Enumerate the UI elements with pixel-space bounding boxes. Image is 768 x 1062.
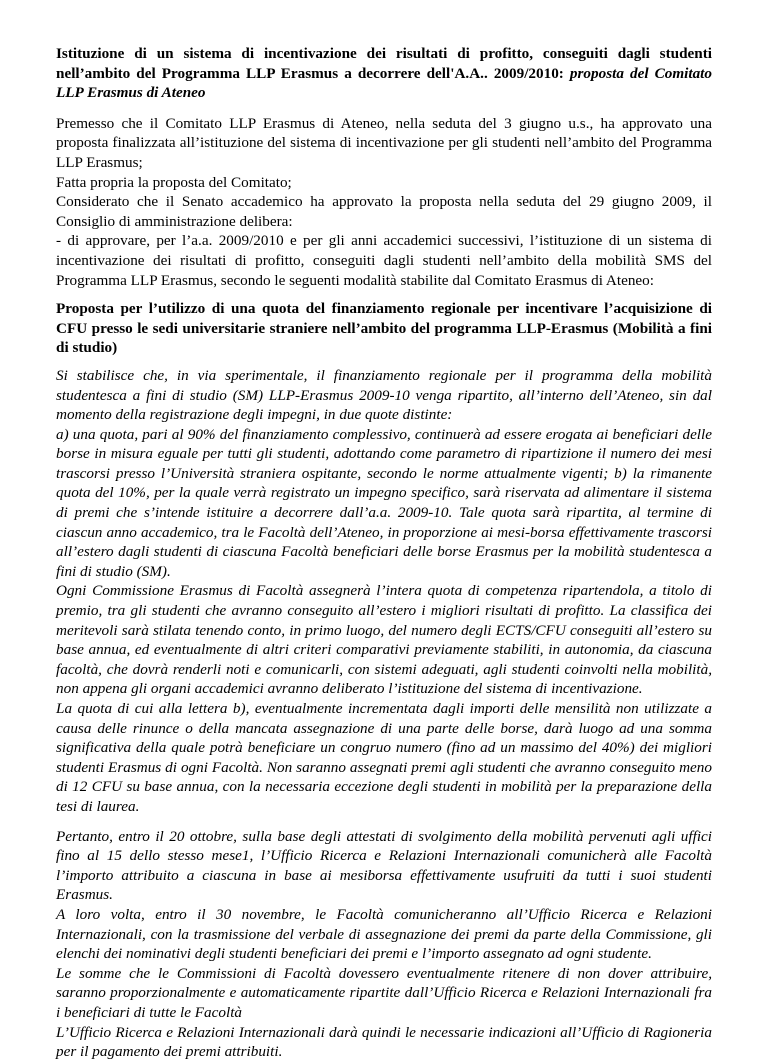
intro-paragraph: Premesso che il Comitato LLP Erasmus di Ateneo, nella seduta del 3 giugno u.s., ha approvato una proposta finalizzata all’istituzione del sistema di incentivazione per gli studenti nell’ambito del Programma LLP Erasmus; xyxy=(56,114,712,171)
body-paragraph: La quota di cui alla lettera b), eventualmente incrementata dagli importi delle mensilità non utilizzate a causa delle rinunce o della mancata assegnazione di una parte delle borse, darà luogo ad una somma significativa della quale potrà beneficiare un congruo numero (fino ad un massimo del 40%) dei migliori studenti Erasmus di ogni Facoltà. Non saranno assegnati premi agli studenti che avranno conseguito meno di 12 CFU su base annua, con la necessaria eccezione degli studenti in mobilità per la preparazione della tesi di laurea. xyxy=(56,700,712,815)
proposal-heading: Proposta per l’utilizzo di una quota del finanziamento regionale per incentivare l’acquisizione di CFU presso le sedi universitarie straniere nell’ambito del programma LLP-Erasmus (Mobilità a fini di studio) xyxy=(56,300,712,357)
intro-paragraph: Considerato che il Senato accademico ha approvato la proposta nella seduta del 29 giugno 2009, il Consiglio di amministrazione delibera: xyxy=(56,193,712,230)
body-paragraph: a) una quota, pari al 90% del finanziamento complessivo, continuerà ad essere erogata ai beneficiari delle borse in misura eguale per tutti gli studenti, adottando come parametro di ripartizione il numero dei mesi trascorsi presso l’Università straniera ospitante, secondo le norme attualmente vigenti; b) la rimanente quota del 10%, per la quale verrà registrato un impegno specifico, sarà riservata ad alimentare il sistema di premi che s’intende istituire a decorrere dall’a.a. 2009-10. Tale quota sarà ripartita, al termine di ciascun anno accademico, tra le Facoltà dell’Ateneo, in proporzione ai mesi-borsa effettivamente trascorsi all’estero dagli studenti di ciascuna Facoltà beneficiari delle borse Erasmus per la mobilità studentesca a fini di studio (SM). xyxy=(56,425,712,580)
proposal-body xyxy=(56,366,712,817)
body-paragraph: Si stabilisce che, in via sperimentale, il finanziamento regionale per il programma della mobilità studentesca a fini di studio (SM) LLP-Erasmus 2009-10 venga ripartito, all’interno dell’Ateneo, sin dal momento della registrazione degli impegni, in due quote distinte: xyxy=(56,366,712,424)
body-paragraph: Pertanto, entro il 20 ottobre, sulla base degli attestati di svolgimento della mobilità pervenuti agli uffici fino al 15 dello stesso mese1, l’Ufficio Ricerca e Relazioni Internazionali comunicherà alle Facoltà l’importo attribuito a ciascuna in base ai mesiborsa effettivamente usufruiti da tutti i suoi studenti Erasmus. xyxy=(56,827,712,904)
intro-section xyxy=(56,114,712,290)
procedure-body xyxy=(56,827,712,1062)
title-main: Istituzione di un sistema di incentivazione dei risultati di profitto, conseguiti dagli studenti nell’ambito del Programma LLP Erasmus a decorrere dell'A.A.. 2009/2010: xyxy=(56,45,712,82)
body-paragraph: Le somme che le Commissioni di Facoltà dovessero eventualmente ritenere di non dover attribuire, saranno proporzionalmente e automaticamente ripartite dall’Ufficio Ricerca e Relazioni Internazionali fra i beneficiari di tutte le Facoltà xyxy=(56,964,712,1021)
document-title xyxy=(56,44,712,103)
intro-paragraph: - di approvare, per l’a.a. 2009/2010 e per gli anni accademici successivi, l’istituzione di un sistema di incentivazione dei risultati di profitto, conseguiti dagli studenti nell’ambito della mobilità SMS del Programma LLP Erasmus, secondo le seguenti modalità stabilite dal Comitato Erasmus di Ateneo: xyxy=(56,232,712,289)
body-paragraph: A loro volta, entro il 30 novembre, le Facoltà comunicheranno all’Ufficio Ricerca e Relazioni Internazionali, con la trasmissione del verbale di assegnazione dei premi da parte della Commissione, gli elenchi dei nominativi degli studenti beneficiari dei premi e l’importo assegnato ad ogni studente. xyxy=(56,905,712,963)
body-paragraph: L’Ufficio Ricerca e Relazioni Internazionali darà quindi le necessarie indicazioni all’Ufficio di Ragioneria per il pagamento dei premi attribuiti. xyxy=(56,1023,712,1061)
body-paragraph: Ogni Commissione Erasmus di Facoltà assegnerà l’intera quota di competenza ripartendola, a titolo di premio, tra gli studenti che avranno conseguito all’estero i migliori risultati di profitto. La classifica dei meritevoli sarà stilata tenendo conto, in primo luogo, del numero degli ECTS/CFU conseguiti all’estero su base annua, ed eventualmente di altri criteri comparativi previamente stabiliti, in autonomia, da ciascuna facoltà, che dovrà renderli noti e comunicarli, con sistemi adeguati, agli studenti coinvolti nella mobilità, non appena gli organi accademici avranno deliberato l’istituzione del sistema di incentivazione. xyxy=(56,582,712,698)
intro-paragraph: Fatta propria la proposta del Comitato; xyxy=(56,173,292,191)
title-italic: proposta del Comitato LLP Erasmus di Ateneo xyxy=(56,64,712,102)
